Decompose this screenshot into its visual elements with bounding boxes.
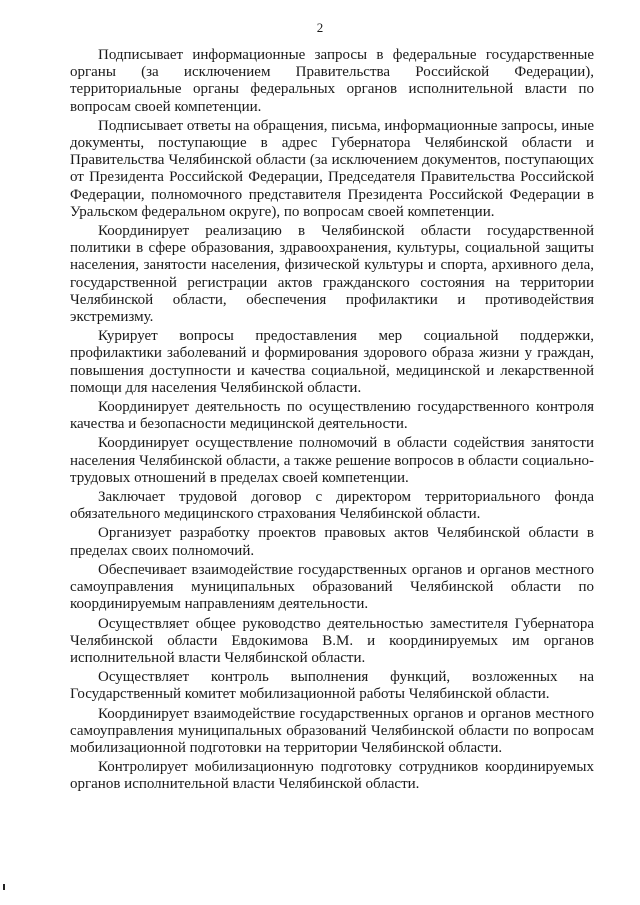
paragraph-legal-acts: Организует разработку проектов правовых актов Челябинской области в пределах своих полномочий. xyxy=(70,525,594,559)
paragraph-mobilization-committee-control: Осуществляет контроль выполнения функций, возложенных на Государственный комитет мобилизационной работы Челябинской области. xyxy=(70,669,594,703)
paragraph-information-requests: Подписывает информационные запросы в федеральные государственные органы (за исключением Правительства Российской Федерации), территориальные органы федеральных органов исполнительной власти по вопросам своей компетенции. xyxy=(70,47,594,115)
paragraph-mobilization-training: Контролирует мобилизационную подготовку сотрудников координируемых органов исполнительной власти Челябинской области. xyxy=(70,759,594,793)
paragraph-social-support: Курирует вопросы предоставления мер социальной поддержки, профилактики заболеваний и формирования здорового образа жизни у граждан, повышения доступности и качества социальной, медицинской и лекарственной помощи для населения Челябинской области. xyxy=(70,328,594,396)
document-body xyxy=(70,47,594,796)
paragraph-labor-contract: Заключает трудовой договор с директором территориального фонда обязательного медицинского страхования Челябинской области. xyxy=(70,489,594,523)
paragraph-state-policy-coordination: Координирует реализацию в Челябинской области государственной политики в сфере образования, здравоохранения, культуры, социальной защиты населения, занятости населения, физической культуры и спорта, архивного дела, государственной регистрации актов гражданского состояния на территории Челябинской области, обеспечения профилактики и противодействия экстремизму. xyxy=(70,223,594,326)
paragraph-employment-assistance: Координирует осуществление полномочий в области содействия занятости населения Челябинской области, а также решение вопросов в области социально-трудовых отношений в пределах своей компетенции. xyxy=(70,435,594,486)
paragraph-interaction-municipal: Обеспечивает взаимодействие государственных органов и органов местного самоуправления муниципальных образований Челябинской области по координируемым направлениям деятельности. xyxy=(70,561,594,613)
paragraph-medical-quality-control: Координирует деятельность по осуществлению государственного контроля качества и безопасности медицинской деятельности. xyxy=(70,399,594,433)
scan-artifact xyxy=(3,884,5,890)
paragraph-answers-to-appeals: Подписывает ответы на обращения, письма, информационные запросы, иные документы, поступающие в адрес Губернатора Челябинской области и Правительства Челябинской области (за исключением документов, поступающих от Президента Российской Федерации, Председателя Правительства Российской Федерации, полномочного представителя Президента Российской Федерации в Уральском федеральном округе), по вопросам своей компетенции. xyxy=(70,117,594,220)
paragraph-general-management: Осуществляет общее руководство деятельностью заместителя Губернатора Челябинской области Евдокимова В.М. и координируемых им органов исполнительной власти Челябинской области. xyxy=(70,615,594,666)
page-number: 2 xyxy=(316,20,324,35)
paragraph-mobilization-interaction: Координирует взаимодействие государственных органов и органов местного самоуправления муниципальных образований Челябинской области по вопросам мобилизационной подготовки на территории Челябинской области. xyxy=(70,705,594,756)
